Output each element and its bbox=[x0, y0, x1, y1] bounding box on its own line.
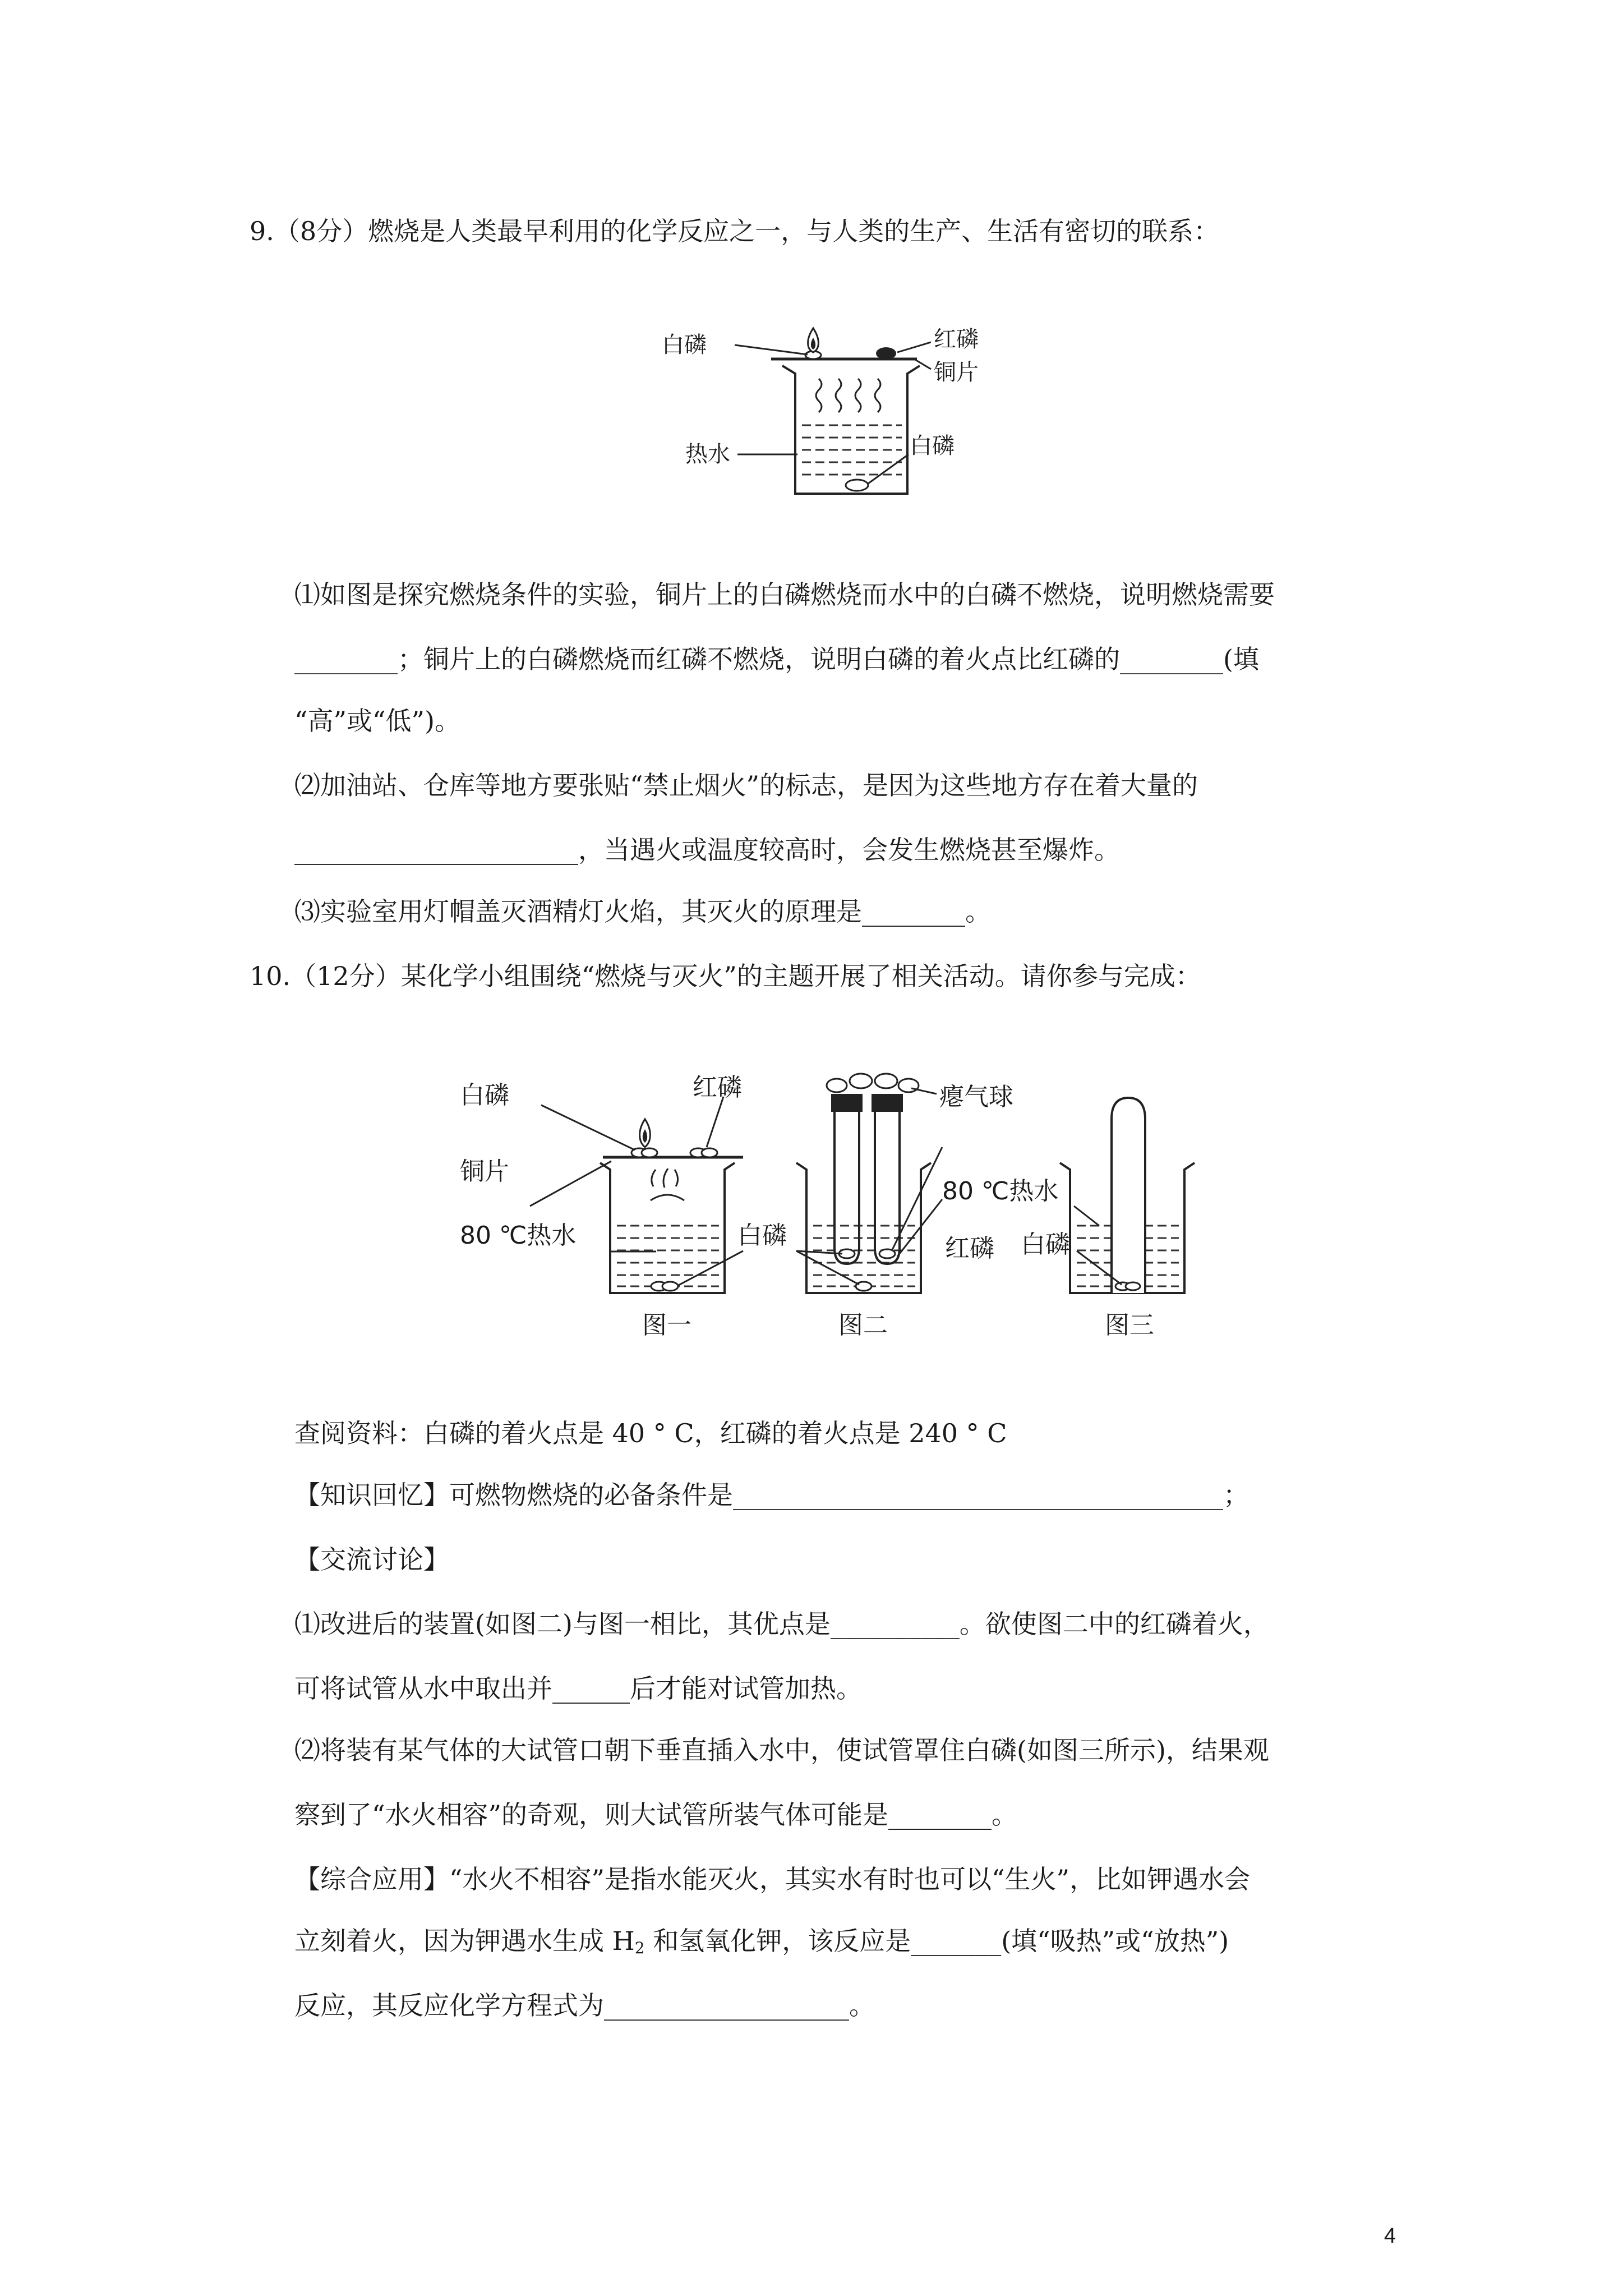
label-white-p-1: 白磷 bbox=[737, 1221, 787, 1250]
q10-app-line3: 反应，其反应化学方程式为___________________。 bbox=[294, 1990, 875, 2021]
q10-d1-line1: ⑴改进后的装置(如图二)与图一相比，其优点是__________。欲使图二中的红磷着火， bbox=[294, 1609, 1269, 1639]
q9-part2-line1: ⑵加油站、仓库等地方要张贴“禁止烟火”的标志，是因为这些地方存在着大量的 bbox=[294, 770, 1198, 800]
label-white-p-water: 白磷 bbox=[910, 433, 955, 459]
q10-app-line2-a: 立刻着火，因为钾遇水生成 H bbox=[294, 1926, 635, 1956]
label-white-p: 白磷 bbox=[460, 1081, 509, 1110]
q10-stem: 10.（12分）某化学小组围绕“燃烧与灭火”的主题开展了相关活动。请你参与完成： bbox=[250, 961, 1201, 991]
label-white-p-top: 白磷 bbox=[662, 332, 707, 358]
label-white-p-3: 白磷 bbox=[1021, 1230, 1070, 1259]
q9-part1-line3: “高”或“低”)。 bbox=[294, 706, 461, 736]
q9-part3-line1: ⑶实验室用灯帽盖灭酒精灯火焰，其灭火的原理是________。 bbox=[294, 896, 991, 927]
label-red-p: 红磷 bbox=[693, 1073, 742, 1102]
label-red-p: 红磷 bbox=[934, 326, 979, 352]
q10-figure bbox=[460, 1063, 1234, 1349]
q10-reference: 查阅资料：白磷的着火点是 40 ° C，红磷的着火点是 240 ° C bbox=[294, 1418, 1007, 1448]
q10-d1-line2: 可将试管从水中取出并______后才能对试管加热。 bbox=[294, 1673, 862, 1704]
q10-d2-line2: 察到了“水火相容”的奇观，则大试管所装气体可能是________。 bbox=[294, 1800, 1018, 1830]
caption-fig1: 图一 bbox=[642, 1311, 691, 1340]
q10-app-line1: 【综合应用】“水火不相容”是指水能灭火，其实水有时也可以“生火”，比如钾遇水会 bbox=[294, 1864, 1251, 1894]
q10-d2-line1: ⑵将装有某气体的大试管口朝下垂直插入水中，使试管罩住白磷(如图三所示)，结果观 bbox=[294, 1735, 1269, 1765]
q10-app-line2 bbox=[294, 1924, 1387, 1958]
label-balloon: 瘪气球 bbox=[939, 1083, 1013, 1111]
label-copper: 铜片 bbox=[460, 1157, 509, 1186]
q10-recall: 【知识回忆】可燃物燃烧的必备条件是______________________________________； bbox=[294, 1480, 1249, 1510]
q9-stem: 9.（8分）燃烧是人类最早利用的化学反应之一，与人类的生产、生活有密切的联系： bbox=[250, 216, 1220, 246]
label-hot-water-2: 80 ℃热水 bbox=[942, 1177, 1059, 1205]
q9-figure bbox=[651, 303, 1032, 505]
q10-discuss-head: 【交流讨论】 bbox=[294, 1544, 449, 1575]
q10-app-line2-b: 和氢氧化钾，该反应是_______(填“吸热”或“放热”) bbox=[644, 1926, 1229, 1956]
q9-part1-line1: ⑴如图是探究燃烧条件的实验，铜片上的白磷燃烧而水中的白磷不燃烧，说明燃烧需要 bbox=[294, 579, 1275, 610]
page-number: 4 bbox=[1384, 2224, 1396, 2248]
label-red-p-2: 红磷 bbox=[945, 1234, 994, 1263]
label-hot-water: 热水 bbox=[685, 441, 730, 467]
label-hot-water-1: 80 ℃热水 bbox=[460, 1221, 577, 1250]
label-copper: 铜片 bbox=[934, 360, 979, 385]
q10-app-line2-sub: 2 bbox=[634, 1939, 645, 1957]
caption-fig3: 图三 bbox=[1105, 1311, 1154, 1340]
q9-part2-line2: ______________________，当遇火或温度较高时，会发生燃烧甚至爆炸。 bbox=[294, 835, 1120, 865]
q9-part1-line2: ________；铜片上的白磷燃烧而红磷不燃烧，说明白磷的着火点比红磷的________(填 bbox=[294, 644, 1259, 674]
caption-fig2: 图二 bbox=[838, 1311, 888, 1340]
